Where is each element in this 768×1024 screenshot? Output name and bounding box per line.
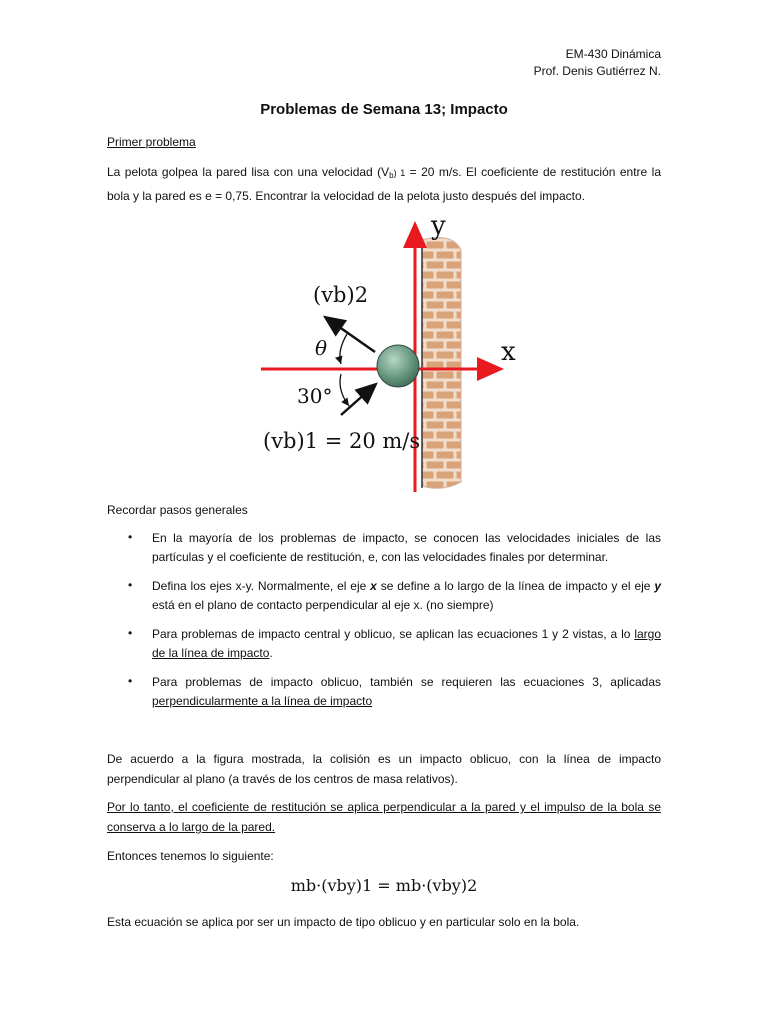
bullet-2-y: y <box>654 579 661 593</box>
brick-wall <box>422 238 461 489</box>
angle-label: 30° <box>297 384 333 408</box>
paragraph-1: De acuerdo a la figura mostrada, la colisión es un impacto oblicuo, con la línea de impacto perpendicular al plano (a través de los centros de masa relativos). <box>107 752 661 786</box>
professor-label: Prof. Denis Gutiérrez N. <box>533 64 661 78</box>
course-label: EM-430 Dinámica <box>565 47 661 61</box>
problem-text-1: La pelota golpea la pared lisa con una velocidad (V <box>107 165 390 179</box>
bullet-3-underlined: largo de la línea de impacto <box>152 627 661 660</box>
bullet-2-text-c: está en el plano de contacto perpendicular al eje x. (no siempre) <box>152 598 494 612</box>
steps-heading: Recordar pasos generales <box>107 503 248 517</box>
bullet-3-text-c: . <box>269 646 273 660</box>
x-axis-label: x <box>501 337 516 367</box>
bullet-2-text-b: se define a lo largo de la línea de impacto y el eje <box>376 579 655 593</box>
y-axis-label: y <box>431 211 446 241</box>
problem-sub-b: b <box>389 171 394 180</box>
bullet-marker: • <box>128 626 133 640</box>
bullet-2-x: x <box>370 579 377 593</box>
impact-figure <box>255 210 525 495</box>
bullet-4-text-a: Para problemas de impacto oblicuo, también se requieren las ecuaciones 3, aplicadas <box>152 675 661 689</box>
section-heading: Primer problema <box>107 135 196 149</box>
bullet-marker: • <box>128 674 133 688</box>
problem-statement <box>107 162 661 206</box>
vb1-arrow <box>341 384 376 415</box>
bullet-2-text-a: Defina los ejes x-y. Normalmente, el eje <box>152 579 371 593</box>
vb1-label: (vb)1 = 20 m/s <box>263 429 421 453</box>
paragraph-3: Entonces tenemos lo siguiente: <box>107 849 274 863</box>
problem-text-2: = 20 m/s. El coeficiente de restitución entre la bola y la pared es e = 0,75. Encontrar la velocidad de la pelota justo después del impacto. <box>107 165 661 203</box>
theta-label: θ <box>315 336 328 360</box>
bullet-marker: • <box>128 578 133 592</box>
bullet-3-text-a: Para problemas de impacto central y oblicuo, se aplican las ecuaciones 1 y 2 vistas, a lo <box>152 627 635 641</box>
vb2-arrow <box>325 317 375 352</box>
paragraph-2: Por lo tanto, el coeficiente de restitución se aplica perpendicular a la pared y el impulso de la bola se conserva a lo largo de la pared. <box>107 800 661 834</box>
theta-arc <box>340 334 347 364</box>
momentum-equation: mb·(vby)1 = mb·(vby)2 <box>290 876 478 895</box>
bullet-4 <box>152 673 661 711</box>
angle-30-arc <box>340 374 349 406</box>
problem-sub-1: ) 1 <box>393 168 406 178</box>
bullet-3 <box>152 625 661 663</box>
bullet-marker: • <box>128 530 133 544</box>
bullet-1: En la mayoría de los problemas de impacto, se conocen las velocidades iniciales de las partículas y el coeficiente de restitución, e, con las velocidades finales por determinar. <box>152 531 661 564</box>
bullet-4-underlined: perpendicularmente a la línea de impacto <box>152 694 373 708</box>
vb2-label: (vb)2 <box>313 283 369 307</box>
ball <box>377 345 419 387</box>
page-title: Problemas de Semana 13; Impacto <box>260 101 508 118</box>
bullet-2 <box>152 577 661 615</box>
paragraph-4: Esta ecuación se aplica por ser un impacto de tipo oblicuo y en particular solo en la bola. <box>107 915 580 929</box>
